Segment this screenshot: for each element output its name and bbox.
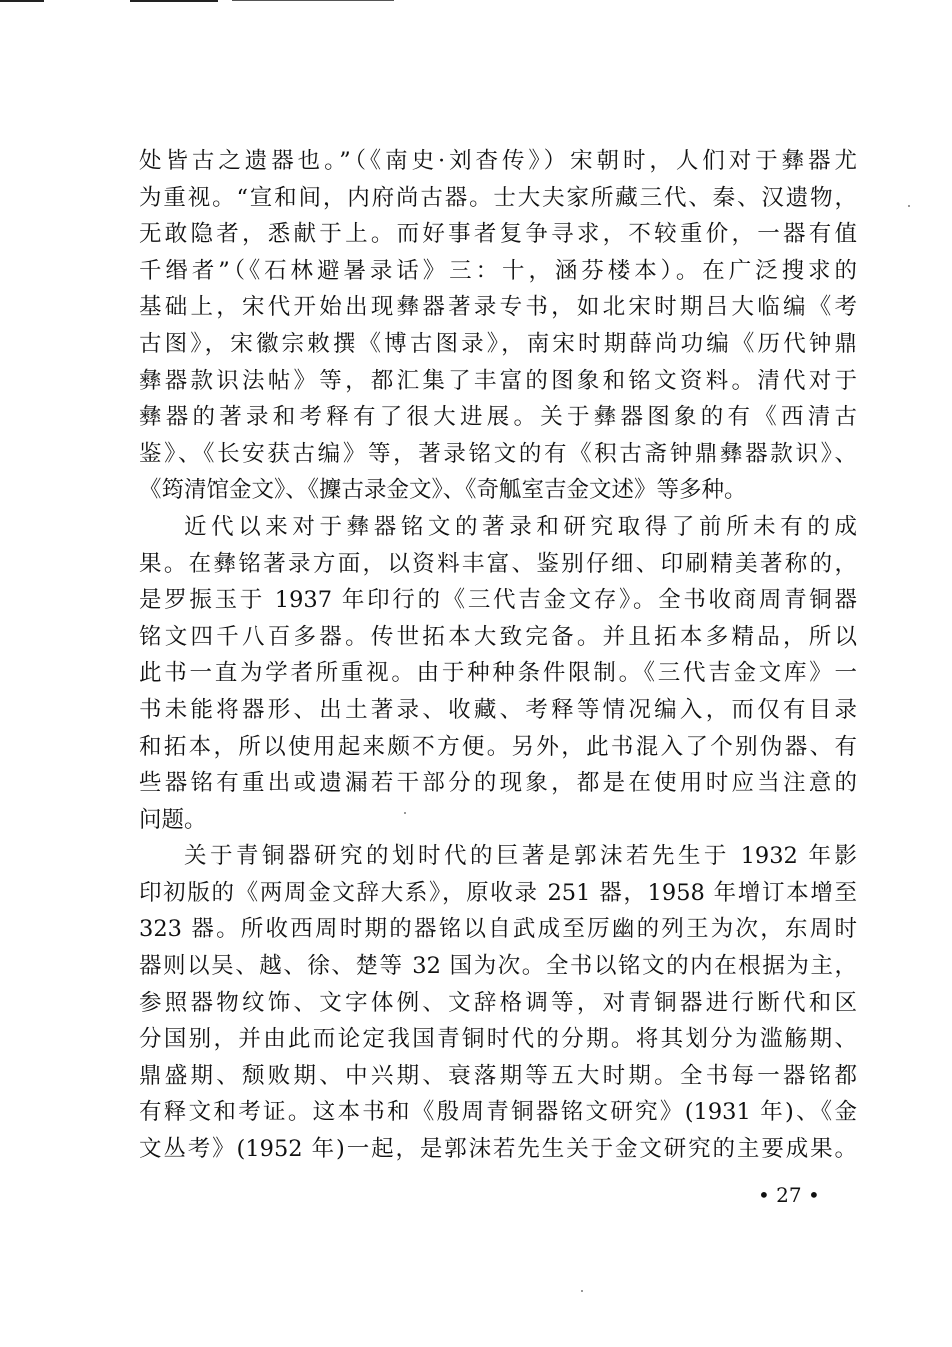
scan-speck	[581, 1290, 583, 1292]
text-line: 此书一直为学者所重视。由于种种条件限制。《三代吉金文库》一	[139, 660, 857, 687]
text-line: 古图》，宋徽宗敕撰《博古图录》，南宋时期薛尚功编《历代钟鼎	[139, 330, 857, 357]
text-line: 处皆古之遗器也。”（《南史·刘杳传》）宋朝时，人们对于彝器尤	[139, 148, 857, 174]
paragraph	[139, 143, 857, 509]
text-line: 323 器。所收西周时期的器铭以自武成至厉幽的列王为次，东周时	[139, 916, 857, 943]
text-line: 果。在彝铭著录方面，以资料丰富、鉴别仔细、印刷精美著称的，	[139, 550, 857, 577]
page-number: • 27 •	[758, 1183, 820, 1207]
text-line: 关于青铜器研究的划时代的巨著是郭沫若先生于 1932 年影	[184, 843, 857, 870]
scan-speck	[404, 812, 406, 814]
text-line: 参照器物纹饰、文字体例、文辞格调等，对青铜器进行断代和区	[139, 989, 857, 1016]
text-line: 彝器款识法帖》等，都汇集了丰富的图象和铭文资料。清代对于	[139, 367, 857, 394]
text-line: 和拓本，所以使用起来颇不方便。另外，此书混入了个别伪器、有	[139, 733, 857, 760]
scan-speck	[908, 205, 910, 207]
text-line: 器则以吴、越、徐、楚等 32 国为次。全书以铭文的内在根据为主，	[139, 953, 857, 980]
text-line: 近代以来对于彝器铭文的著录和研究取得了前所未有的成	[184, 513, 857, 540]
scan-edge-mark	[0, 0, 44, 2]
text-line: 问题。	[139, 806, 207, 833]
scan-edge-mark	[130, 0, 218, 2]
text-line: 铭文四千八百多器。传世拓本大致完备。并且拓本多精品，所以	[139, 623, 857, 650]
text-line: 分国别，并由此而论定我国青铜时代的分期。将其划分为滥觞期、	[139, 1026, 857, 1053]
text-line: 基础上，宋代开始出现彝器著录专书，如北宋时期吕大临编《考	[139, 294, 857, 321]
text-line: 是罗振玉于 1937 年印行的《三代吉金文存》。全书收商周青铜器	[139, 587, 857, 614]
paragraph	[139, 838, 857, 1167]
text-line: 千缗者”（《石林避暑录话》三：十，涵芬楼本）。在广泛搜求的	[139, 257, 857, 284]
text-line: 无敢隐者，悉献于上。而好事者复争寻求，不较重价，一器有值	[139, 221, 857, 248]
text-line: 《筠清馆金文》、《攈古录金文》、《奇觚室吉金文述》等多种。	[139, 477, 747, 504]
body-text	[139, 143, 857, 1168]
scan-edge-mark	[232, 0, 394, 1]
text-line: 鼎盛期、颓败期、中兴期、衰落期等五大时期。全书每一器铭都	[139, 1062, 857, 1089]
paragraph	[139, 509, 857, 838]
text-line: 些器铭有重出或遗漏若干部分的现象，都是在使用时应当注意的	[139, 770, 857, 797]
text-line: 印初版的《两周金文辞大系》，原收录 251 器，1958 年增订本增至	[139, 879, 857, 906]
text-line: 书未能将器形、出土著录、收藏、考释等情况编入，而仅有目录	[139, 696, 857, 723]
text-line: 有释文和考证。这本书和《殷周青铜器铭文研究》(1931 年)、《金	[139, 1099, 857, 1126]
text-line: 鉴》、《长安获古编》等，著录铭文的有《积古斋钟鼎彝器款识》、	[139, 440, 857, 467]
text-line: 彝器的著录和考释有了很大进展。关于彝器图象的有《西清古	[139, 404, 857, 431]
text-line: 文丛考》(1952 年)一起，是郭沫若先生关于金文研究的主要成果。	[139, 1136, 857, 1163]
text-line: 为重视。“宣和间，内府尚古器。士大夫家所藏三代、秦、汉遗物，	[139, 184, 857, 211]
